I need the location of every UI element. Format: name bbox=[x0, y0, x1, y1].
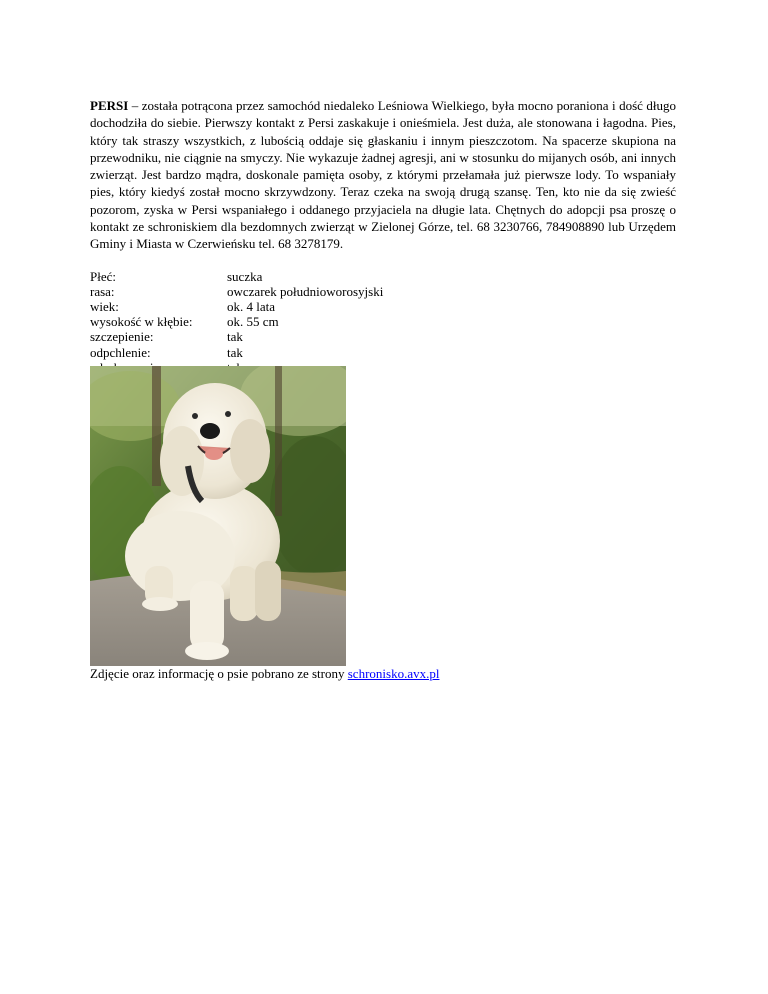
fact-label: rasa: bbox=[90, 283, 115, 299]
fact-row-age bbox=[90, 299, 676, 314]
fact-row-vaccination bbox=[90, 329, 676, 344]
caption-text: Zdjęcie oraz informację o psie pobrano ze strony bbox=[90, 666, 348, 681]
fact-label: wysokość w kłębie: bbox=[90, 314, 193, 330]
fact-value: suczka bbox=[227, 268, 263, 284]
fact-label: Płeć: bbox=[90, 268, 116, 284]
fact-row-height bbox=[90, 314, 676, 329]
photo-caption bbox=[90, 665, 439, 682]
dog-facts-list bbox=[90, 269, 676, 375]
fact-label: odpchlenie: bbox=[90, 344, 151, 360]
fact-value: ok. 55 cm bbox=[227, 314, 279, 330]
dog-description-text: – została potrącona przez samochód niedaleko Leśniowa Wielkiego, była mocno poraniona i dość długo dochodziła do siebie. Pierwszy kontakt z Persi zaskakuje i onieśmiela. Jest duża, ale stonowana i łagodna. Pies, który tak straszy wszystkich, z lubością oddaje się głaskaniu i innym pieszczotom. Na spacerze skupiona na przewodniku, nie ciągnie na smyczy. Nie wykazuje żadnej agresji, ani w stosunku do mijanych osób, ani innych zwierząt. Jest bardzo mądra, doskonale pamięta osoby, z którymi przełamała już pierwsze lody. To wspaniały pies, który kiedyś został mocno skrzywdzony. Teraz czeka na swoją drugą szansę. Ten, kto nie da się zwieść pozorom, zyska w Persi wspaniałego i oddanego przyjaciela na długie lata. Chętnych do adopcji psa proszę o kontakt ze schroniskiem dla bezdomnych zwierząt w Zielonej Górze, tel. 68 3230766, 784908890 lub Urzędem Gminy i Miasta w Czerwieńsku tel. 68 3278179. bbox=[90, 98, 676, 252]
fact-value: tak bbox=[227, 329, 243, 345]
document-page bbox=[90, 97, 676, 681]
fact-value: ok. 4 lata bbox=[227, 299, 276, 315]
fact-row-sex bbox=[90, 269, 676, 284]
fact-value: owczarek południoworosyjski bbox=[227, 283, 384, 299]
fact-row-flea-treatment bbox=[90, 345, 676, 360]
dog-description bbox=[90, 97, 676, 253]
fact-label: szczepienie: bbox=[90, 329, 154, 345]
dog-photo bbox=[90, 366, 346, 666]
fact-value: tak bbox=[227, 344, 243, 360]
fact-row-breed bbox=[90, 284, 676, 299]
source-link[interactable]: schronisko.avx.pl bbox=[347, 666, 440, 681]
fact-label: wiek: bbox=[90, 299, 119, 315]
dog-name: PERSI bbox=[90, 98, 129, 113]
